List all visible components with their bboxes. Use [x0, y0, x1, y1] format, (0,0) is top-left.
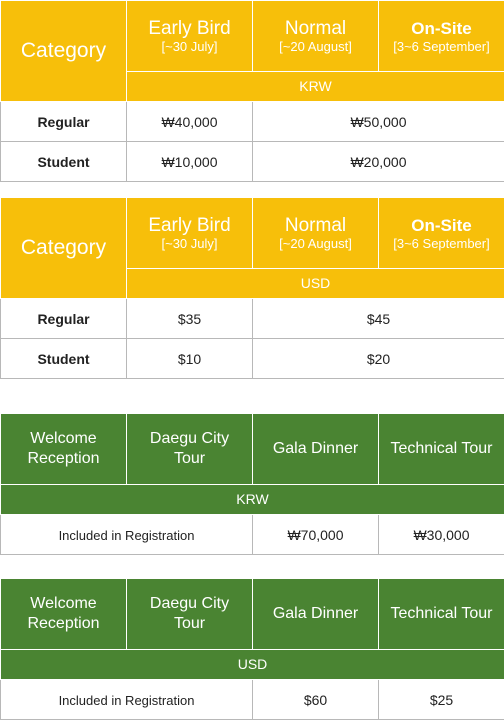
registration-fee-table-krw	[0, 0, 504, 182]
table-row	[1, 515, 504, 555]
social-events-table-krw	[0, 413, 504, 555]
welcome-reception-header	[1, 414, 127, 485]
early-bird-header	[127, 198, 253, 269]
row-label: Student	[1, 142, 127, 182]
currency-label: KRW	[236, 490, 269, 507]
table-row	[1, 299, 504, 339]
normal-deadline: [~20 August]	[279, 236, 352, 251]
normal-on-site-fee: $45	[253, 299, 504, 339]
category-header	[1, 1, 127, 102]
early-bird-title: Early Bird	[148, 215, 231, 236]
early-bird-fee: ₩40,000	[127, 102, 253, 142]
daegu-city-tour-label: Daegu City Tour	[149, 595, 230, 632]
normal-deadline: [~20 August]	[279, 39, 352, 54]
daegu-city-tour-label: Daegu City Tour	[149, 430, 230, 467]
gala-dinner-header	[253, 579, 379, 650]
row-label: Regular	[1, 102, 127, 142]
gala-dinner-label: Gala Dinner	[272, 605, 359, 622]
on-site-header	[379, 1, 504, 72]
social-events-table-usd	[0, 578, 504, 720]
gala-dinner-label: Gala Dinner	[272, 440, 359, 457]
on-site-dates: [3~6 September]	[393, 236, 490, 251]
early-bird-deadline: [~30 July]	[161, 236, 218, 251]
currency-label: USD	[300, 274, 331, 291]
gala-dinner-fee: ₩70,000	[253, 515, 379, 555]
early-bird-fee: $35	[127, 299, 253, 339]
currency-row	[127, 269, 504, 299]
gala-dinner-fee: $60	[253, 680, 379, 720]
welcome-reception-label: Welcome Reception	[27, 595, 100, 632]
on-site-dates: [3~6 September]	[393, 39, 490, 54]
normal-on-site-fee: ₩50,000	[253, 102, 504, 142]
currency-row	[1, 650, 504, 680]
normal-header	[253, 1, 379, 72]
welcome-reception-header	[1, 579, 127, 650]
daegu-city-tour-header	[127, 579, 253, 650]
gala-dinner-header	[253, 414, 379, 485]
on-site-title: On-Site	[411, 216, 472, 235]
included-in-registration: Included in Registration	[1, 680, 253, 720]
table-row	[1, 102, 504, 142]
daegu-city-tour-header	[127, 414, 253, 485]
normal-on-site-fee: ₩20,000	[253, 142, 504, 182]
technical-tour-fee: ₩30,000	[379, 515, 504, 555]
technical-tour-header	[379, 579, 504, 650]
technical-tour-label: Technical Tour	[390, 605, 493, 622]
early-bird-header	[127, 1, 253, 72]
normal-title: Normal	[284, 215, 347, 236]
early-bird-fee: $10	[127, 339, 253, 379]
row-label: Regular	[1, 299, 127, 339]
registration-fee-table-usd	[0, 197, 504, 379]
early-bird-title: Early Bird	[148, 18, 231, 39]
on-site-header	[379, 198, 504, 269]
welcome-reception-label: Welcome Reception	[27, 430, 100, 467]
early-bird-deadline: [~30 July]	[161, 39, 218, 54]
technical-tour-label: Technical Tour	[390, 440, 493, 457]
on-site-title: On-Site	[411, 19, 472, 38]
row-label: Student	[1, 339, 127, 379]
category-header	[1, 198, 127, 299]
technical-tour-header	[379, 414, 504, 485]
table-row	[1, 339, 504, 379]
currency-label: KRW	[299, 77, 332, 94]
category-label: Category	[20, 39, 107, 62]
table-row	[1, 142, 504, 182]
currency-label: USD	[237, 655, 268, 672]
technical-tour-fee: $25	[379, 680, 504, 720]
currency-row	[1, 485, 504, 515]
normal-header	[253, 198, 379, 269]
included-in-registration: Included in Registration	[1, 515, 253, 555]
table-row	[1, 680, 504, 720]
normal-title: Normal	[284, 18, 347, 39]
currency-row	[127, 72, 504, 102]
normal-on-site-fee: $20	[253, 339, 504, 379]
early-bird-fee: ₩10,000	[127, 142, 253, 182]
category-label: Category	[20, 236, 107, 259]
